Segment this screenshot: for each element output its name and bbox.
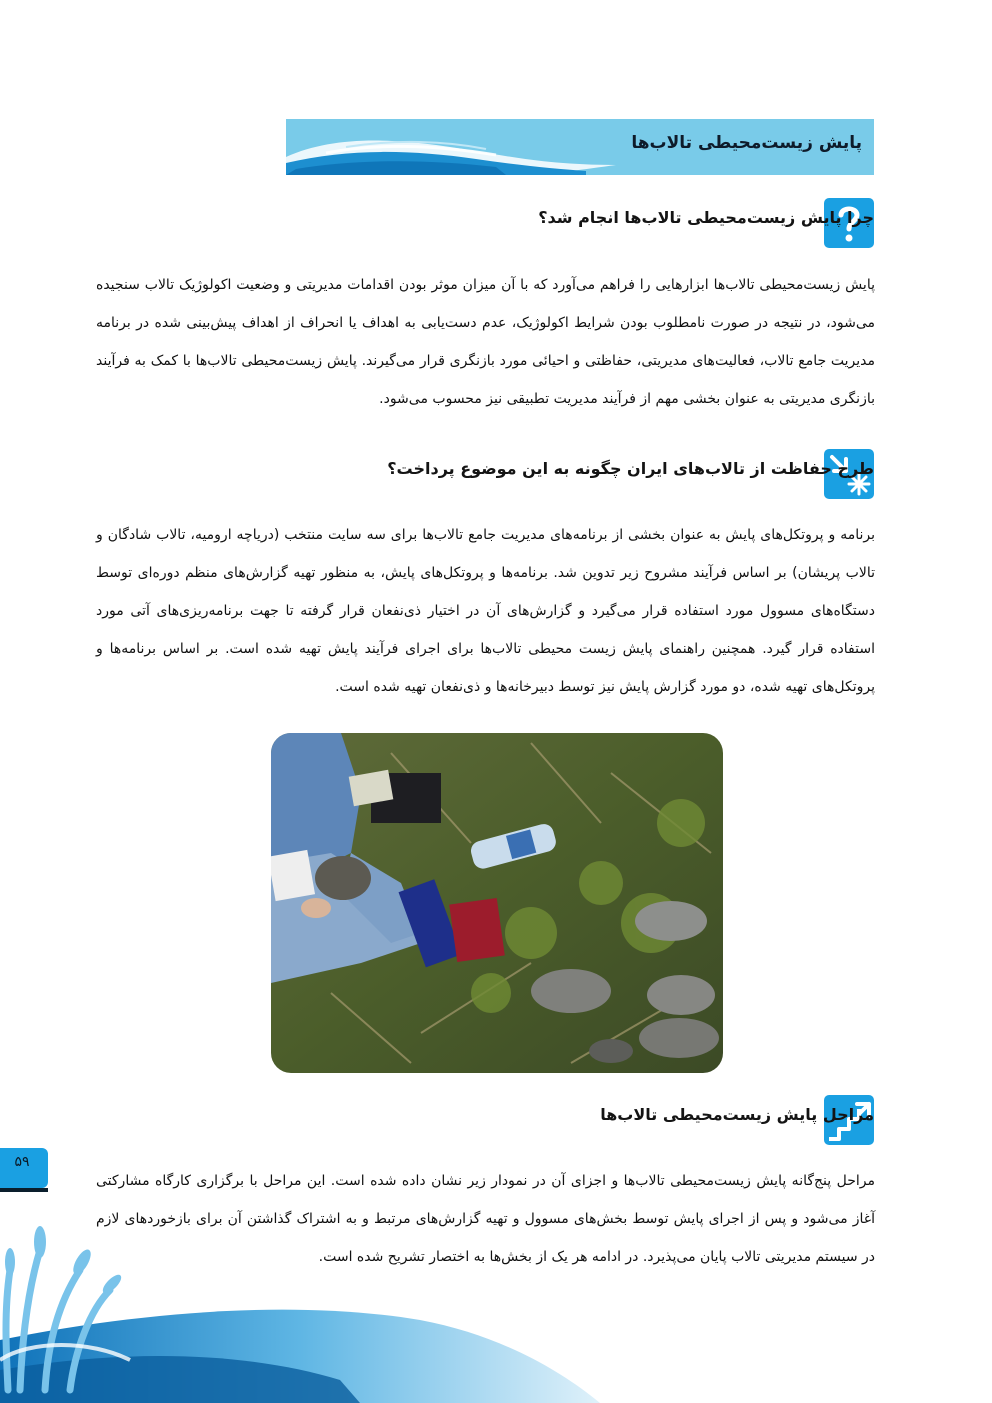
paragraph-why: پایش زیست‌محیطی تالاب‌ها ابزارهایی را فراهم می‌آورد که با آن میزان موثر بودن اقدامات مدیریتی و وضعیت اکولوژیک تالاب سنجیده می‌شود، در نتیجه در صورت نامطلوب بودن شرایط اکولوژیک، عدم دست‌یابی به اهداف یا انحراف از اهداف پیش‌بینی شده در برنامه مدیریت جامع تالاب، فعالیت‌های مدیریتی، حفاظتی و احیائی مورد بازنگری قرار می‌گیرند. پایش زیست‌محیطی تالاب‌ها با کمک به فرآیند بازنگری مدیریتی به عنوان بخشی مهم از فرآیند مدیریت تطبیقی نیز محسوب می‌شود. <box>96 277 875 407</box>
paragraph-stages: مراحل پنج‌گانه پایش زیست‌محیطی تالاب‌ها و اجزای آن در نمودار زیر نشان داده شده است. این مراحل با برگزاری کارگاه مشارکتی آغاز می‌شود و پس از اجرای پایش توسط بخش‌های مسوول و تهیه گزارش‌های مرتبط و به اشتراک گذاشتن آن برای بازخوردهای لازم در سیستم مدیریتی تالاب پایان می‌پذیرد. در ادامه هر یک از بخش‌ها به اختصار تشریح شده است. <box>96 1173 875 1265</box>
bottom-wave-decoration <box>0 1190 992 1403</box>
section-heading-iran-project: طرح حفاظت از تالاب‌های ایران چگونه به این موضوع پرداخت؟ <box>387 459 874 478</box>
page-title: پایش زیست‌محیطی تالاب‌ها <box>631 133 862 153</box>
section-heading-why: چرا پایش زیست‌محیطی تالاب‌ها انجام شد؟ <box>538 208 874 227</box>
section-heading-stages: مراحل پایش زیست‌محیطی تالاب‌ها <box>600 1105 874 1124</box>
header-banner <box>286 119 874 175</box>
paragraph-iran-project: برنامه و پروتکل‌های پایش به عنوان بخشی از برنامه‌های مدیریت جامع تالاب‌ها برای سه سایت منتخب (دریاچه ارومیه، تالاب شادگان و تالاب پریشان) بر اساس فرآیند مشروح زیر تدوین شد. برنامه‌ها و پروتکل‌های پایش، به منظور تهیه گزارش‌های منظم دوره‌ای توسط دستگاه‌های مسوول مورد استفاده قرار می‌گیرد و گزارش‌های آن در اختیار ذی‌نفعان قرار گرفته تا جهت برنامه‌ریزی‌های آتی مورد استفاده قرار گیرد. همچنین راهنمای پایش زیست محیطی تالاب‌ها برای اجرای فرآیند پایش تهیه شده است. بر اساس برنامه‌ها و پروتکل‌های تهیه شده، دو مورد گزارش پایش نیز توسط دبیرخانه‌ها و ذی‌نفعان تهیه شده است. <box>96 527 875 695</box>
page-number-tab <box>0 1148 48 1188</box>
page-number: ۵۹ <box>14 1154 30 1170</box>
field-monitoring-photo <box>271 733 723 1073</box>
